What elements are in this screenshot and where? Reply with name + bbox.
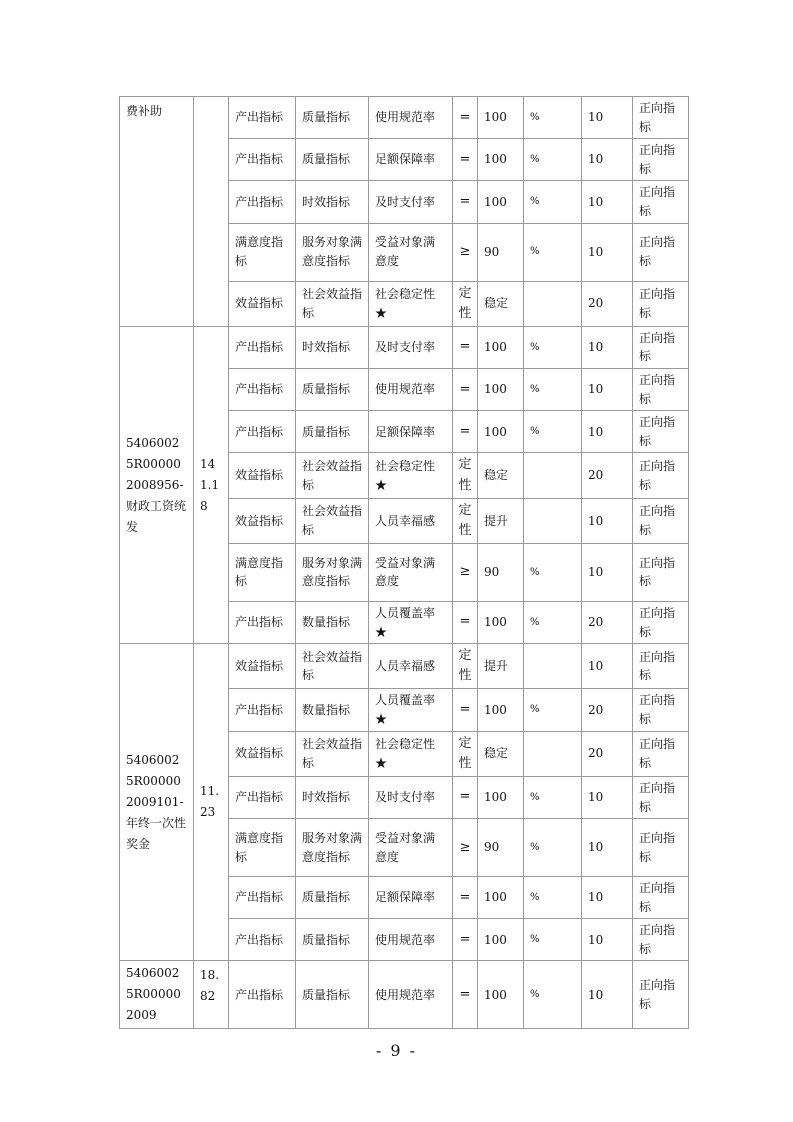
unit: % [524,369,582,411]
target-value: 提升 [478,498,524,543]
level3-indicator: 足额保障率 [369,877,453,919]
level1-indicator: 效益指标 [229,644,296,689]
operator: = [453,776,478,818]
target-value: 稳定 [478,731,524,776]
project-name: 54060025R000002009101-年终一次性奖金 [120,644,194,961]
indicator-direction: 正向指标 [633,731,689,776]
level3-indicator: 及时支付率 [369,326,453,368]
score: 10 [582,97,633,139]
unit: % [524,326,582,368]
unit [524,281,582,326]
level2-indicator: 服务对象满意度指标 [296,819,369,877]
level1-indicator: 效益指标 [229,498,296,543]
table-row [120,961,689,1029]
table-body [120,97,689,1029]
operator: ≥ [453,543,478,601]
level3-indicator: 使用规范率 [369,97,453,139]
target-value: 100 [478,877,524,919]
score: 10 [582,411,633,453]
indicator-direction: 正向指标 [633,369,689,411]
score: 20 [582,453,633,498]
indicator-direction: 正向指标 [633,819,689,877]
indicator-direction: 正向指标 [633,411,689,453]
level1-indicator: 产出指标 [229,919,296,961]
score: 10 [582,369,633,411]
level3-indicator: 足额保障率 [369,411,453,453]
level3-indicator: 社会稳定性★ [369,281,453,326]
level3-indicator: 人员覆盖率★ [369,689,453,731]
score: 20 [582,731,633,776]
operator: 定性 [453,453,478,498]
target-value: 100 [478,601,524,643]
score: 10 [582,223,633,281]
level1-indicator: 满意度指标 [229,543,296,601]
score: 10 [582,819,633,877]
level3-indicator: 人员幸福感 [369,498,453,543]
level1-indicator: 产出指标 [229,139,296,181]
target-value: 100 [478,139,524,181]
score: 20 [582,601,633,643]
project-name: 54060025R000002008956-财政工资统发 [120,326,194,643]
indicator-direction: 正向指标 [633,689,689,731]
score: 10 [582,961,633,1029]
level3-indicator: 使用规范率 [369,961,453,1029]
level2-indicator: 社会效益指标 [296,453,369,498]
level2-indicator: 质量指标 [296,877,369,919]
target-value: 100 [478,776,524,818]
indicator-direction: 正向指标 [633,97,689,139]
page-number: - 9 - [375,1041,418,1060]
unit: % [524,877,582,919]
indicator-direction: 正向指标 [633,919,689,961]
level3-indicator: 受益对象满意度 [369,223,453,281]
unit: % [524,97,582,139]
score: 10 [582,776,633,818]
indicator-direction: 正向指标 [633,877,689,919]
operator: = [453,369,478,411]
target-value: 100 [478,369,524,411]
table-row [120,97,689,139]
operator: ≥ [453,819,478,877]
level1-indicator: 效益指标 [229,453,296,498]
level1-indicator: 产出指标 [229,97,296,139]
level1-indicator: 产出指标 [229,326,296,368]
operator: = [453,181,478,223]
operator: = [453,601,478,643]
level1-indicator: 产出指标 [229,689,296,731]
level3-indicator: 及时支付率 [369,776,453,818]
score: 10 [582,543,633,601]
project-name: 54060025R000002009 [120,961,194,1029]
level3-indicator: 人员覆盖率★ [369,601,453,643]
level1-indicator: 满意度指标 [229,819,296,877]
level2-indicator: 服务对象满意度指标 [296,543,369,601]
level2-indicator: 时效指标 [296,776,369,818]
table-row [120,326,689,368]
indicator-direction: 正向指标 [633,223,689,281]
level2-indicator: 质量指标 [296,919,369,961]
score: 10 [582,181,633,223]
level2-indicator: 社会效益指标 [296,731,369,776]
unit [524,731,582,776]
unit: % [524,776,582,818]
operator: = [453,411,478,453]
level3-indicator: 足额保障率 [369,139,453,181]
unit: % [524,689,582,731]
level3-indicator: 受益对象满意度 [369,543,453,601]
level1-indicator: 产出指标 [229,877,296,919]
project-amount [194,97,229,327]
operator: = [453,326,478,368]
level3-indicator: 受益对象满意度 [369,819,453,877]
level2-indicator: 质量指标 [296,139,369,181]
unit: % [524,411,582,453]
indicator-direction: 正向指标 [633,139,689,181]
operator: = [453,877,478,919]
score: 20 [582,689,633,731]
score: 10 [582,919,633,961]
performance-indicator-table [119,96,689,1029]
score: 10 [582,326,633,368]
level2-indicator: 质量指标 [296,411,369,453]
target-value: 提升 [478,644,524,689]
level2-indicator: 社会效益指标 [296,644,369,689]
level3-indicator: 使用规范率 [369,369,453,411]
target-value: 100 [478,181,524,223]
level1-indicator: 产出指标 [229,181,296,223]
unit: % [524,819,582,877]
target-value: 100 [478,411,524,453]
level1-indicator: 效益指标 [229,731,296,776]
score: 10 [582,644,633,689]
level2-indicator: 时效指标 [296,326,369,368]
level1-indicator: 满意度指标 [229,223,296,281]
operator: ≥ [453,223,478,281]
operator: = [453,961,478,1029]
target-value: 稳定 [478,281,524,326]
table-row [120,644,689,689]
level3-indicator: 使用规范率 [369,919,453,961]
operator: 定性 [453,731,478,776]
level1-indicator: 产出指标 [229,411,296,453]
level2-indicator: 质量指标 [296,369,369,411]
indicator-direction: 正向指标 [633,644,689,689]
level3-indicator: 社会稳定性★ [369,731,453,776]
indicator-direction: 正向指标 [633,281,689,326]
indicator-direction: 正向指标 [633,326,689,368]
level2-indicator: 社会效益指标 [296,498,369,543]
level2-indicator: 质量指标 [296,961,369,1029]
score: 20 [582,281,633,326]
target-value: 100 [478,689,524,731]
level2-indicator: 社会效益指标 [296,281,369,326]
level2-indicator: 质量指标 [296,97,369,139]
target-value: 90 [478,819,524,877]
level3-indicator: 社会稳定性★ [369,453,453,498]
score: 10 [582,139,633,181]
unit [524,498,582,543]
target-value: 100 [478,326,524,368]
level2-indicator: 时效指标 [296,181,369,223]
target-value: 100 [478,97,524,139]
unit: % [524,601,582,643]
indicator-direction: 正向指标 [633,601,689,643]
project-amount: 141.18 [194,326,229,643]
operator: = [453,689,478,731]
unit [524,453,582,498]
project-amount: 18.82 [194,961,229,1029]
level2-indicator: 服务对象满意度指标 [296,223,369,281]
indicator-direction: 正向指标 [633,776,689,818]
operator: = [453,919,478,961]
score: 10 [582,498,633,543]
project-name: 费补助 [120,97,194,327]
unit: % [524,181,582,223]
level1-indicator: 产出指标 [229,369,296,411]
target-value: 100 [478,961,524,1029]
unit [524,644,582,689]
unit: % [524,139,582,181]
operator: 定性 [453,644,478,689]
operator: 定性 [453,498,478,543]
level1-indicator: 效益指标 [229,281,296,326]
level2-indicator: 数量指标 [296,689,369,731]
operator: = [453,97,478,139]
level3-indicator: 及时支付率 [369,181,453,223]
target-value: 90 [478,223,524,281]
unit: % [524,919,582,961]
level3-indicator: 人员幸福感 [369,644,453,689]
target-value: 稳定 [478,453,524,498]
indicator-direction: 正向指标 [633,543,689,601]
indicator-direction: 正向指标 [633,961,689,1029]
level1-indicator: 产出指标 [229,961,296,1029]
level1-indicator: 产出指标 [229,776,296,818]
indicator-direction: 正向指标 [633,498,689,543]
unit: % [524,543,582,601]
operator: 定性 [453,281,478,326]
target-value: 100 [478,919,524,961]
score: 10 [582,877,633,919]
indicator-direction: 正向指标 [633,181,689,223]
operator: = [453,139,478,181]
unit: % [524,961,582,1029]
project-amount: 11.23 [194,644,229,961]
target-value: 90 [478,543,524,601]
level1-indicator: 产出指标 [229,601,296,643]
unit: % [524,223,582,281]
level2-indicator: 数量指标 [296,601,369,643]
indicator-direction: 正向指标 [633,453,689,498]
